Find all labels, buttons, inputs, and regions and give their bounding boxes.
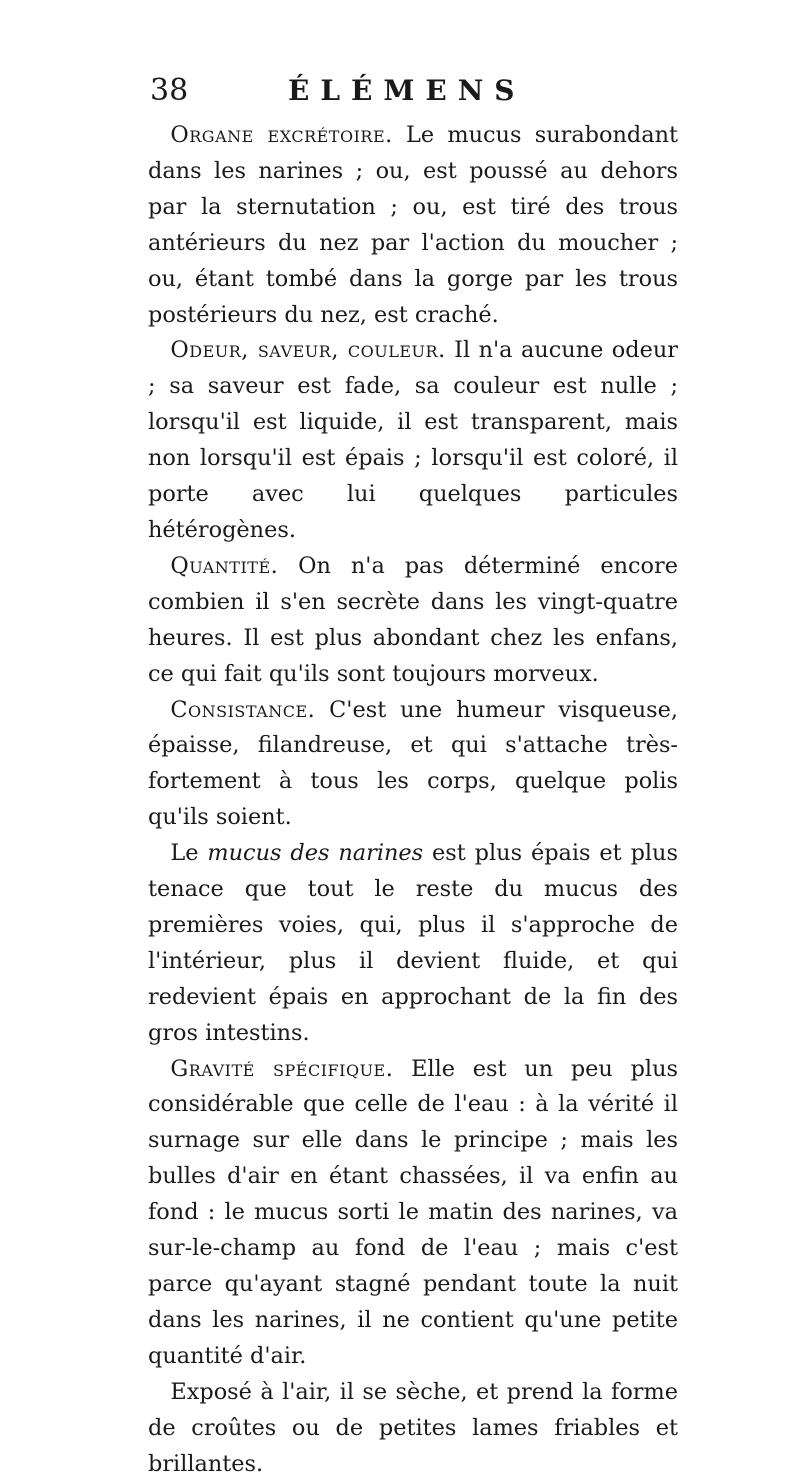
paragraph-text: est plus épais et plus tenace que tout le reste du mucus des premières voies, qui, plus il s'approche de l'intérieur, plus il devient fluide, et qui redevient épais en approchant de la fin des gros intestins. (148, 840, 678, 1046)
paragraph-expose (148, 1375, 678, 1482)
paragraph-consistance (148, 693, 678, 837)
page-header (0, 66, 800, 116)
body-text (148, 118, 678, 1482)
running-title: ÉLÉMENS (288, 74, 526, 107)
italic-term: mucus des narines (207, 840, 424, 867)
paragraph-text: Il n'a aucune odeur ; sa saveur est fade, sa couleur est nulle ; lorsqu'il est liquide, il est transparent, mais non lorsqu'il est épais ; lorsqu'il est coloré, il porte avec lui quelques particules hétérogènes. (148, 337, 678, 543)
paragraph-mucus-narines (148, 836, 678, 1051)
section-heading: Quantité. (170, 552, 279, 579)
section-heading: Consistance. (170, 696, 316, 723)
section-heading: Gravité spécifique. (170, 1055, 394, 1082)
paragraph-text: Le mucus surabondant dans les narines ; ou, est poussé au dehors par la sternutation ; ou, est tiré des trous antérieurs du nez par l'action du moucher ; ou, étant tombé dans la gorge par les trous postérieurs du nez, est craché. (148, 122, 679, 328)
paragraph-text: C'est une humeur visqueuse, épaisse, filandreuse, et qui s'attache très-fortement à tous les corps, quelque polis qu'ils soient. (148, 696, 678, 831)
paragraph-organe-excretoire (148, 118, 678, 333)
paragraph-quantite (148, 549, 678, 693)
paragraph-text: Elle est un peu plus considérable que celle de l'eau : à la vérité il surnage sur elle dans le principe ; mais les bulles d'air en étant chassées, il va enfin au fond : le mucus sorti le matin des narines, va sur-le-champ au fond de l'eau ; mais c'est parce qu'ayant stagné pendant toute la nuit dans les narines, il ne contient qu'une petite quantité d'air. (148, 1055, 679, 1369)
section-heading: Odeur, saveur, couleur. (170, 337, 446, 364)
page-number: 38 (150, 73, 189, 108)
paragraph-text: Exposé à l'air, il se sèche, et prend la forme de croûtes ou de petites lames friables et brillantes. (148, 1378, 678, 1477)
section-heading: Organe excrétoire. (170, 122, 393, 148)
paragraph-text: On n'a pas déterminé encore combien il s'en secrète dans les vingt-quatre heures. Il est plus abondant chez les enfans, ce qui fait qu'ils sont toujours morveux. (148, 552, 678, 687)
paragraph-odeur (148, 333, 678, 548)
paragraph-lead-text: Le (170, 840, 208, 867)
paragraph-gravite (148, 1052, 678, 1375)
